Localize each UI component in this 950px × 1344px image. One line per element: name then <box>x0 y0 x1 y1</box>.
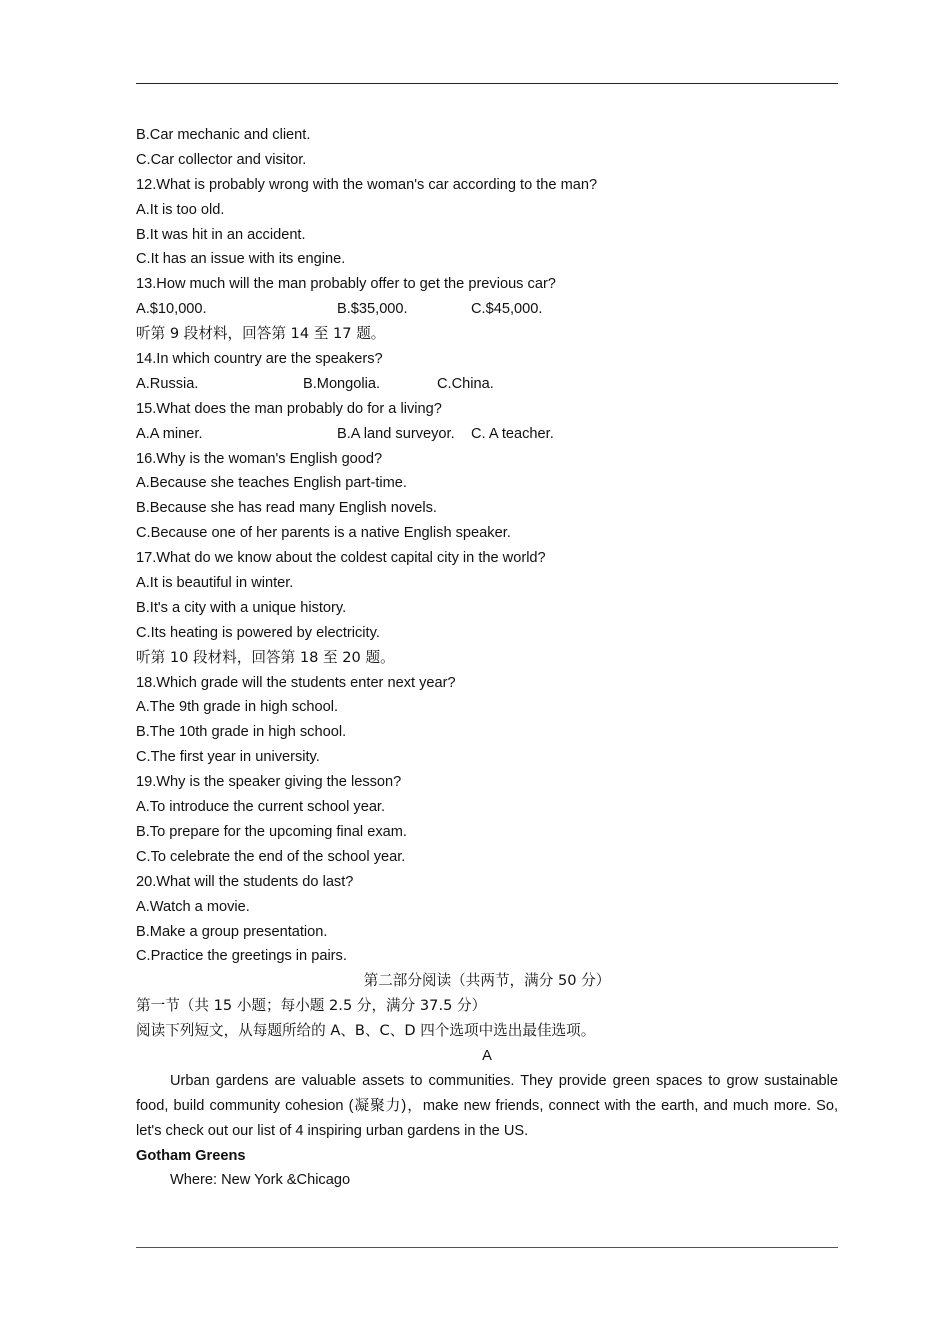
option-line: B.Make a group presentation. <box>136 923 328 940</box>
question-13: 13.How much will the man probably offer to get the previous car? <box>136 276 556 293</box>
question-18: 18.Which grade will the students enter next year? <box>136 674 456 691</box>
question-12: 12.What is probably wrong with the woman's car according to the man? <box>136 176 598 193</box>
part-2-section-1: 第一节（共 15 小题；每小题 2.5 分，满分 37.5 分） <box>136 997 487 1015</box>
option-line: C.Because one of her parents is a native English speaker. <box>136 525 511 542</box>
part-2-instruction: 阅读下列短文，从每题所给的 A、B、C、D 四个选项中选出最佳选项。 <box>136 1022 596 1040</box>
option-line: A.It is too old. <box>136 201 225 218</box>
option-line: B.Because she has read many English novels. <box>136 500 437 517</box>
document-body <box>136 123 838 1193</box>
option-b: B.A land surveyor. <box>337 425 455 442</box>
option-line: A.The 9th grade in high school. <box>136 699 339 716</box>
option-line: B.Car mechanic and client. <box>136 127 311 143</box>
section-10-heading: 听第 10 段材料，回答第 18 至 20 题。 <box>136 648 395 666</box>
garden-location: Where: New York &Chicago <box>170 1172 351 1189</box>
question-17: 17.What do we know about the coldest capital city in the world? <box>136 550 546 567</box>
option-c: C.China. <box>437 375 494 392</box>
option-line: B.It's a city with a unique history. <box>136 599 347 616</box>
option-b: B.$35,000. <box>337 301 408 318</box>
question-20: 20.What will the students do last? <box>136 873 354 890</box>
option-line: C.It has an issue with its engine. <box>136 251 346 268</box>
option-c: C.$45,000. <box>471 301 543 318</box>
passage-paragraph: Urban gardens are valuable assets to communities. They provide green spaces to grow sustainable food, build community cohesion (凝聚力)，make new friends, connect with the earth, and much more. So, let's check out our list of 4 inspiring urban gardens in the US. <box>136 1072 838 1139</box>
question-19: 19.Why is the speaker giving the lesson? <box>136 774 402 791</box>
option-line: C.The first year in university. <box>136 749 320 766</box>
option-b: B.Mongolia. <box>303 375 381 392</box>
option-line: C.Car collector and visitor. <box>136 151 307 168</box>
option-line: B.It was hit in an accident. <box>136 226 306 243</box>
option-line: C.To celebrate the end of the school year. <box>136 848 406 865</box>
option-line: A.Watch a movie. <box>136 898 250 915</box>
option-line: B.The 10th grade in high school. <box>136 724 347 741</box>
option-line: C.Its heating is powered by electricity. <box>136 624 380 641</box>
option-c: C. A teacher. <box>471 425 554 442</box>
question-13-options <box>136 297 838 322</box>
option-line: A.Because she teaches English part-time. <box>136 475 407 492</box>
passage-letter: A <box>482 1047 492 1064</box>
question-14: 14.In which country are the speakers? <box>136 351 383 368</box>
option-line: A.It is beautiful in winter. <box>136 575 294 592</box>
option-a: A.Russia. <box>136 375 199 392</box>
option-line: B.To prepare for the upcoming final exam. <box>136 823 407 840</box>
footer-rule <box>136 1247 838 1248</box>
question-14-options <box>136 372 838 397</box>
option-line: C.Practice the greetings in pairs. <box>136 948 347 965</box>
option-a: A.$10,000. <box>136 301 207 318</box>
option-line: A.To introduce the current school year. <box>136 799 386 816</box>
question-15-options <box>136 422 838 447</box>
question-15: 15.What does the man probably do for a living? <box>136 400 442 417</box>
option-a: A.A miner. <box>136 425 203 442</box>
section-9-heading: 听第 9 段材料，回答第 14 至 17 题。 <box>136 325 386 343</box>
question-16: 16.Why is the woman's English good? <box>136 450 383 467</box>
header-rule <box>136 83 838 84</box>
part-2-title: 第二部分阅读（共两节，满分 50 分） <box>363 972 611 990</box>
garden-title: Gotham Greens <box>136 1147 246 1164</box>
